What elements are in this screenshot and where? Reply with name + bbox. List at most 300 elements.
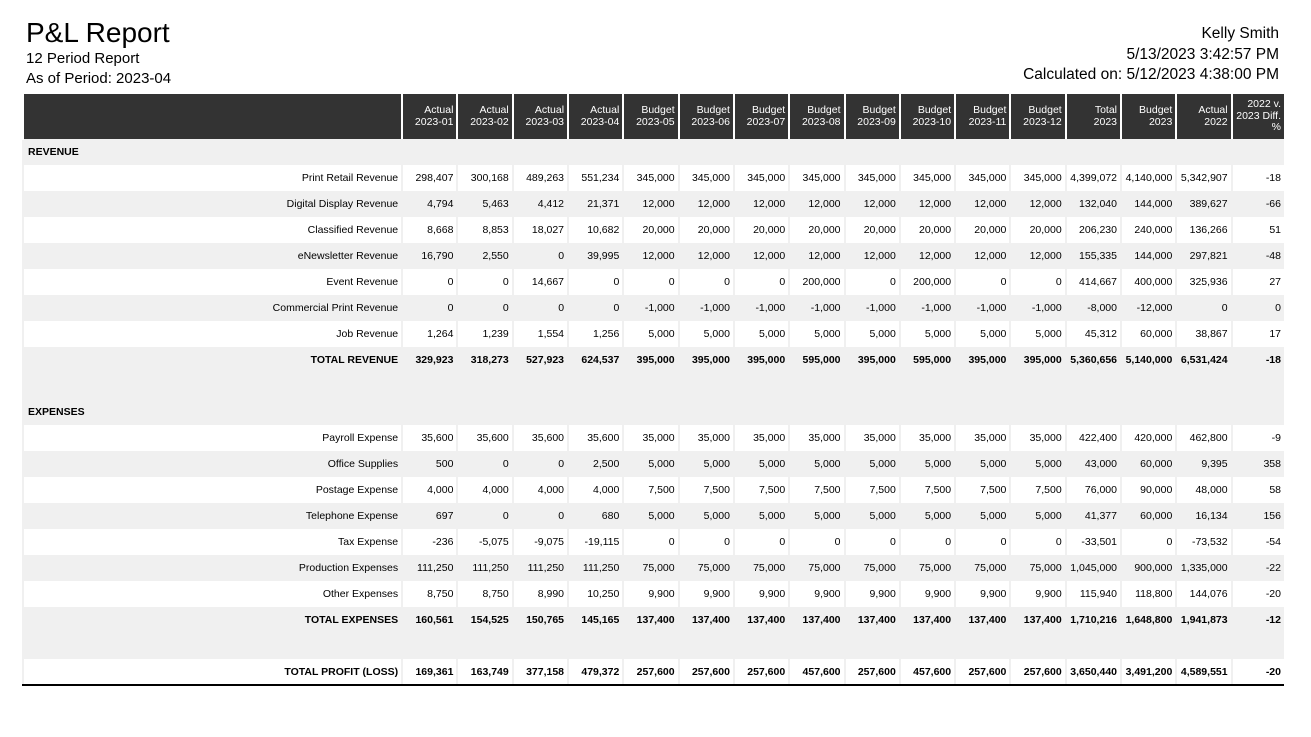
value-cell (1122, 633, 1175, 659)
value-cell (846, 633, 899, 659)
value-cell: -1,000 (790, 295, 843, 321)
value-cell: 1,941,873 (1177, 607, 1230, 633)
value-cell: 4,794 (403, 191, 456, 217)
value-cell: 10,682 (569, 217, 622, 243)
value-cell: 345,000 (624, 165, 677, 191)
column-header-line: Budget (1139, 104, 1173, 116)
value-cell: 12,000 (624, 191, 677, 217)
value-cell: 9,900 (624, 581, 677, 607)
value-cell: 9,900 (735, 581, 788, 607)
value-cell: 1,264 (403, 321, 456, 347)
value-cell: 395,000 (1011, 347, 1064, 373)
table-row (24, 555, 1284, 581)
value-cell: 156 (1233, 503, 1284, 529)
table-row (24, 581, 1284, 607)
value-cell: -1,000 (735, 295, 788, 321)
column-header-line: 2023-05 (636, 115, 675, 128)
value-cell: -18 (1233, 165, 1284, 191)
value-cell: 5,000 (624, 321, 677, 347)
value-cell (680, 633, 733, 659)
value-cell: 5,000 (624, 503, 677, 529)
value-cell: 0 (458, 295, 511, 321)
column-header-line: 2023 (1093, 115, 1117, 128)
row-label: Telephone Expense (24, 503, 401, 529)
value-cell: 395,000 (680, 347, 733, 373)
report-calculated-on: Calculated on: 5/12/2023 4:38:00 PM (1023, 66, 1279, 83)
value-cell: 4,000 (569, 477, 622, 503)
row-label: Payroll Expense (24, 425, 401, 451)
value-cell: 298,407 (403, 165, 456, 191)
value-cell: 12,000 (790, 243, 843, 269)
value-cell: 5,000 (680, 451, 733, 477)
value-cell (1233, 633, 1284, 659)
value-cell: 8,750 (458, 581, 511, 607)
value-cell: 345,000 (901, 165, 954, 191)
column-header-line: 2023-06 (691, 115, 730, 128)
value-cell: 9,900 (956, 581, 1009, 607)
value-cell: -5,075 (458, 529, 511, 555)
value-cell: 9,900 (790, 581, 843, 607)
column-header-line: 2023 (1148, 115, 1173, 128)
value-cell: 329,923 (403, 347, 456, 373)
value-cell: 5,140,000 (1122, 347, 1175, 373)
value-cell: 51 (1233, 217, 1284, 243)
value-cell: 39,995 (569, 243, 622, 269)
table-row (24, 321, 1284, 347)
value-cell (846, 373, 899, 399)
value-cell: 155,335 (1067, 243, 1120, 269)
value-cell: 9,395 (1177, 451, 1230, 477)
value-cell: 5,000 (624, 451, 677, 477)
value-cell: 137,400 (624, 607, 677, 633)
column-header-line: Actual (479, 104, 509, 116)
value-cell: 12,000 (680, 191, 733, 217)
value-cell: 5,000 (956, 451, 1009, 477)
value-cell: 0 (1011, 269, 1064, 295)
value-cell: 20,000 (680, 217, 733, 243)
column-header-line: 2023-02 (470, 115, 509, 128)
value-cell: 200,000 (790, 269, 843, 295)
bottom-rule (22, 684, 1284, 686)
value-cell: 345,000 (1011, 165, 1064, 191)
pl-table (22, 94, 1286, 685)
row-label: Classified Revenue (24, 217, 401, 243)
value-cell: 16,134 (1177, 503, 1230, 529)
value-cell: 595,000 (901, 347, 954, 373)
value-cell: -22 (1233, 555, 1284, 581)
column-header (403, 94, 456, 139)
value-cell: 12,000 (1011, 243, 1064, 269)
value-cell: 144,000 (1122, 243, 1175, 269)
value-cell: -12 (1233, 607, 1284, 633)
column-header-line: Total (1094, 104, 1117, 116)
value-cell: 5,000 (846, 503, 899, 529)
total-row (24, 347, 1284, 373)
value-cell: -1,000 (1011, 295, 1064, 321)
value-cell: 0 (846, 529, 899, 555)
value-cell: 118,800 (1122, 581, 1175, 607)
value-cell: 12,000 (1011, 191, 1064, 217)
value-cell (403, 373, 456, 399)
value-cell: -1,000 (680, 295, 733, 321)
value-cell: 257,600 (1011, 659, 1064, 685)
value-cell: 20,000 (901, 217, 954, 243)
spacer-row (24, 633, 1284, 659)
total-row (24, 659, 1284, 685)
value-cell: 136,266 (1177, 217, 1230, 243)
value-cell: 132,040 (1067, 191, 1120, 217)
value-cell: 345,000 (956, 165, 1009, 191)
value-cell: 0 (680, 269, 733, 295)
value-cell: 75,000 (680, 555, 733, 581)
column-header (901, 94, 954, 139)
value-cell: -20 (1233, 659, 1284, 685)
value-cell: 0 (569, 295, 622, 321)
value-cell: 12,000 (901, 243, 954, 269)
value-cell: -19,115 (569, 529, 622, 555)
value-cell: 17 (1233, 321, 1284, 347)
column-header-line: 2023-07 (746, 115, 786, 128)
report-timestamp: 5/13/2023 3:42:57 PM (1126, 45, 1279, 63)
value-cell: 1,045,000 (1067, 555, 1120, 581)
value-cell: -48 (1233, 243, 1284, 269)
value-cell: 115,940 (1067, 581, 1120, 607)
value-cell: -236 (403, 529, 456, 555)
column-header (1233, 94, 1284, 139)
value-cell (1177, 633, 1230, 659)
value-cell (624, 633, 677, 659)
value-cell: 5,000 (846, 451, 899, 477)
value-cell: 395,000 (624, 347, 677, 373)
value-cell: 5,463 (458, 191, 511, 217)
value-cell: 111,250 (569, 555, 622, 581)
value-cell: 75,000 (790, 555, 843, 581)
value-cell: 7,500 (735, 477, 788, 503)
value-cell: 5,000 (735, 503, 788, 529)
row-label: TOTAL EXPENSES (24, 607, 401, 633)
value-cell: 16,790 (403, 243, 456, 269)
value-cell: 0 (514, 295, 567, 321)
value-cell: -9 (1233, 425, 1284, 451)
column-header-line: Budget (862, 104, 896, 116)
value-cell: 75,000 (901, 555, 954, 581)
value-cell: 8,990 (514, 581, 567, 607)
value-cell: 144,000 (1122, 191, 1175, 217)
value-cell: 75,000 (735, 555, 788, 581)
total-row (24, 607, 1284, 633)
value-cell: 200,000 (901, 269, 954, 295)
value-cell: 0 (458, 451, 511, 477)
value-cell: 7,500 (680, 477, 733, 503)
value-cell: 60,000 (1122, 451, 1175, 477)
value-cell: 0 (514, 243, 567, 269)
column-header (846, 94, 899, 139)
table-header-row (24, 94, 1284, 139)
value-cell: 12,000 (901, 191, 954, 217)
row-label (24, 373, 401, 399)
value-cell: 345,000 (846, 165, 899, 191)
value-cell: -20 (1233, 581, 1284, 607)
report-subtitle: 12 Period Report (26, 50, 140, 67)
value-cell: 35,000 (901, 425, 954, 451)
value-cell: 5,000 (901, 451, 954, 477)
value-cell: 7,500 (901, 477, 954, 503)
value-cell: 0 (514, 451, 567, 477)
value-cell: 35,600 (458, 425, 511, 451)
value-cell: 35,000 (624, 425, 677, 451)
value-cell: 0 (846, 269, 899, 295)
value-cell: 0 (790, 529, 843, 555)
value-cell: -33,501 (1067, 529, 1120, 555)
value-cell (1233, 373, 1284, 399)
value-cell: 462,800 (1177, 425, 1230, 451)
value-cell: 1,648,800 (1122, 607, 1175, 633)
value-cell (403, 633, 456, 659)
value-cell: 0 (624, 269, 677, 295)
value-cell: 0 (735, 529, 788, 555)
value-cell: 2,550 (458, 243, 511, 269)
value-cell: 0 (956, 529, 1009, 555)
value-cell (624, 373, 677, 399)
value-cell: 257,600 (846, 659, 899, 685)
value-cell: 12,000 (790, 191, 843, 217)
value-cell: 624,537 (569, 347, 622, 373)
value-cell: 9,900 (1011, 581, 1064, 607)
value-cell: 0 (956, 269, 1009, 295)
value-cell: -1,000 (846, 295, 899, 321)
value-cell: 1,256 (569, 321, 622, 347)
value-cell: 257,600 (680, 659, 733, 685)
value-cell: 0 (569, 269, 622, 295)
value-cell: 20,000 (1011, 217, 1064, 243)
column-header-line: 2023-04 (580, 115, 620, 128)
column-header (1011, 94, 1064, 139)
value-cell: 12,000 (846, 191, 899, 217)
value-cell: 0 (458, 269, 511, 295)
value-cell: -73,532 (1177, 529, 1230, 555)
value-cell: 5,000 (735, 321, 788, 347)
value-cell: 9,900 (680, 581, 733, 607)
value-cell: 8,668 (403, 217, 456, 243)
section-title: EXPENSES (24, 399, 1284, 425)
value-cell: 5,000 (901, 321, 954, 347)
value-cell: 90,000 (1122, 477, 1175, 503)
column-header-line: Budget (696, 104, 730, 116)
value-cell: 5,360,656 (1067, 347, 1120, 373)
column-header-line: Budget (641, 104, 675, 116)
table-row (24, 451, 1284, 477)
row-label: Office Supplies (24, 451, 401, 477)
value-cell: 45,312 (1067, 321, 1120, 347)
value-cell: 4,000 (514, 477, 567, 503)
row-label: Tax Expense (24, 529, 401, 555)
value-cell (1011, 373, 1064, 399)
value-cell: 325,936 (1177, 269, 1230, 295)
table-row (24, 269, 1284, 295)
report-meta (1023, 24, 1279, 86)
value-cell (956, 633, 1009, 659)
column-header (1122, 94, 1175, 139)
value-cell: 7,500 (956, 477, 1009, 503)
column-header (735, 94, 788, 139)
value-cell: 206,230 (1067, 217, 1120, 243)
value-cell: 144,076 (1177, 581, 1230, 607)
column-header (624, 94, 677, 139)
value-cell: 20,000 (790, 217, 843, 243)
value-cell (514, 633, 567, 659)
value-cell (901, 373, 954, 399)
value-cell: 1,554 (514, 321, 567, 347)
value-cell: 0 (624, 529, 677, 555)
value-cell: 41,377 (1067, 503, 1120, 529)
column-header-line: 2023-03 (525, 115, 565, 128)
table-row (24, 477, 1284, 503)
value-cell: -1,000 (956, 295, 1009, 321)
row-label: eNewsletter Revenue (24, 243, 401, 269)
value-cell: 5,342,907 (1177, 165, 1230, 191)
row-label: Production Expenses (24, 555, 401, 581)
value-cell: 8,853 (458, 217, 511, 243)
value-cell: 35,600 (514, 425, 567, 451)
column-header-line: Actual (1198, 104, 1228, 116)
value-cell: 0 (1233, 295, 1284, 321)
value-cell: 5,000 (956, 321, 1009, 347)
value-cell: 14,667 (514, 269, 567, 295)
value-cell: 5,000 (1011, 503, 1064, 529)
value-cell: 0 (1011, 529, 1064, 555)
value-cell: 395,000 (735, 347, 788, 373)
value-cell: 0 (458, 503, 511, 529)
value-cell: 2,500 (569, 451, 622, 477)
value-cell: 0 (1177, 295, 1230, 321)
value-cell: 9,900 (901, 581, 954, 607)
column-header-line: Actual (590, 104, 620, 116)
row-label: Print Retail Revenue (24, 165, 401, 191)
value-cell: 0 (514, 503, 567, 529)
report-title: P&L Report (26, 17, 170, 48)
value-cell: 5,000 (790, 503, 843, 529)
value-cell: 18,027 (514, 217, 567, 243)
value-cell: 12,000 (735, 243, 788, 269)
value-cell: 5,000 (1011, 321, 1064, 347)
row-label: Postage Expense (24, 477, 401, 503)
column-header (790, 94, 843, 139)
row-label: Commercial Print Revenue (24, 295, 401, 321)
value-cell: 318,273 (458, 347, 511, 373)
value-cell: 145,165 (569, 607, 622, 633)
table-row (24, 243, 1284, 269)
value-cell (1122, 373, 1175, 399)
value-cell: 154,525 (458, 607, 511, 633)
value-cell: 4,000 (403, 477, 456, 503)
value-cell: 345,000 (790, 165, 843, 191)
value-cell: 4,589,551 (1177, 659, 1230, 685)
value-cell: 422,400 (1067, 425, 1120, 451)
value-cell (1177, 373, 1230, 399)
value-cell: 595,000 (790, 347, 843, 373)
value-cell: 137,400 (956, 607, 1009, 633)
table-row (24, 191, 1284, 217)
value-cell: 75,000 (956, 555, 1009, 581)
column-header-line: Budget (973, 104, 1007, 116)
value-cell: 27 (1233, 269, 1284, 295)
value-cell: 400,000 (1122, 269, 1175, 295)
value-cell: 75,000 (846, 555, 899, 581)
value-cell (735, 373, 788, 399)
value-cell (735, 633, 788, 659)
column-header-line: 2023 Diff. (1236, 109, 1281, 122)
value-cell: -8,000 (1067, 295, 1120, 321)
column-header (458, 94, 511, 139)
value-cell: 38,867 (1177, 321, 1230, 347)
value-cell: 3,491,200 (1122, 659, 1175, 685)
value-cell: 457,600 (790, 659, 843, 685)
value-cell: 389,627 (1177, 191, 1230, 217)
value-cell: 60,000 (1122, 321, 1175, 347)
value-cell: -1,000 (901, 295, 954, 321)
value-cell: 48,000 (1177, 477, 1230, 503)
value-cell: 137,400 (680, 607, 733, 633)
value-cell: 7,500 (790, 477, 843, 503)
value-cell: 75,000 (1011, 555, 1064, 581)
table-body (24, 139, 1284, 685)
column-header-line: Actual (534, 104, 565, 116)
value-cell: 35,000 (735, 425, 788, 451)
value-cell: 0 (735, 269, 788, 295)
value-cell: 163,749 (458, 659, 511, 685)
value-cell: 21,371 (569, 191, 622, 217)
column-header-line: 2023-10 (912, 115, 952, 128)
value-cell: 900,000 (1122, 555, 1175, 581)
column-header (680, 94, 733, 139)
value-cell: 0 (1122, 529, 1175, 555)
value-cell: 489,263 (514, 165, 567, 191)
value-cell: 457,600 (901, 659, 954, 685)
column-header (1067, 94, 1120, 139)
value-cell: 297,821 (1177, 243, 1230, 269)
column-header-line: Actual (424, 104, 454, 116)
value-cell: 5,000 (956, 503, 1009, 529)
value-cell: 12,000 (624, 243, 677, 269)
column-header-line: 2023-01 (414, 115, 454, 128)
column-header-line: 2023-08 (801, 115, 841, 128)
value-cell: 4,140,000 (1122, 165, 1175, 191)
value-cell: 257,600 (624, 659, 677, 685)
value-cell: 160,561 (403, 607, 456, 633)
column-header-line: Budget (1028, 104, 1062, 116)
value-cell: 358 (1233, 451, 1284, 477)
value-cell: 4,412 (514, 191, 567, 217)
value-cell: 12,000 (956, 243, 1009, 269)
value-cell: 414,667 (1067, 269, 1120, 295)
value-cell: 20,000 (846, 217, 899, 243)
value-cell: 420,000 (1122, 425, 1175, 451)
value-cell (790, 633, 843, 659)
section-title: REVENUE (24, 139, 1284, 165)
column-header-line: Budget (917, 104, 952, 116)
value-cell: 35,000 (680, 425, 733, 451)
value-cell: 5,000 (735, 451, 788, 477)
report-header (26, 17, 171, 89)
value-cell (790, 373, 843, 399)
value-cell: 35,000 (846, 425, 899, 451)
value-cell: -18 (1233, 347, 1284, 373)
value-cell: -9,075 (514, 529, 567, 555)
value-cell (514, 373, 567, 399)
value-cell: 35,000 (790, 425, 843, 451)
value-cell: 150,765 (514, 607, 567, 633)
value-cell: 137,400 (1011, 607, 1064, 633)
